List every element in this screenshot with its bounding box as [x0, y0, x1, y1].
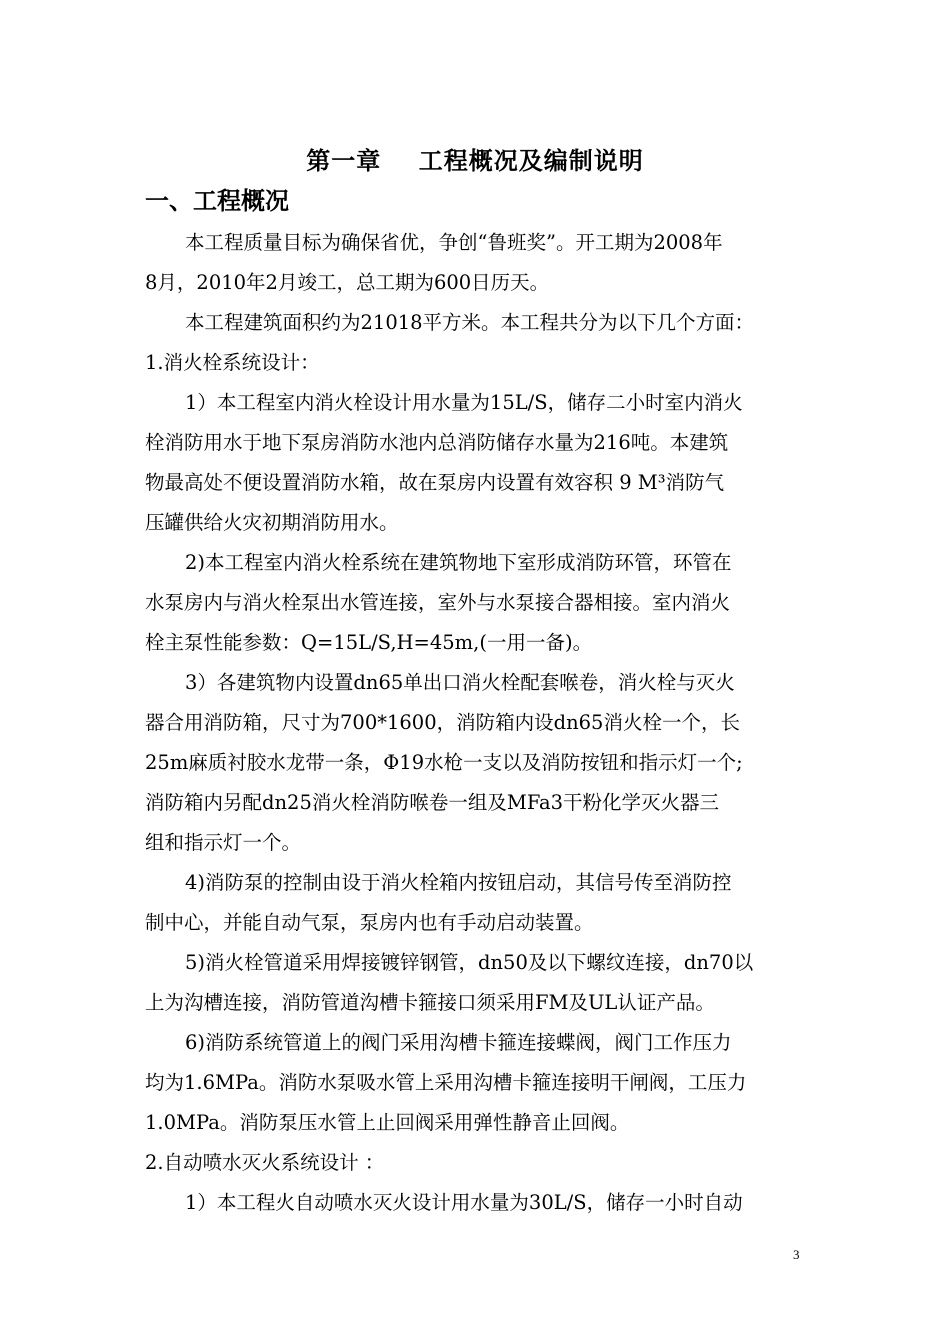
paragraph-line: 1）本工程火自动喷水灭火设计用水量为30L/S，储存一小时自动 [185, 1191, 743, 1214]
paragraph-line: 1.0MPa。消防泵压水管上止回阀采用弹性静音止回阀。 [145, 1111, 630, 1134]
paragraph-line: 6)消防系统管道上的阀门采用沟槽卡箍连接蝶阀，阀门工作压力 [185, 1031, 732, 1054]
paragraph-line: 4)消防泵的控制由设于消火栓箱内按钮启动，其信号传至消防控 [185, 871, 732, 894]
paragraph-line: 器合用消防箱，尺寸为700*1600，消防箱内设dn65消火栓一个，长 [145, 711, 740, 734]
list-item-heading: 2.自动喷水灭火系统设计 ： [145, 1151, 385, 1174]
paragraph-line: 消防箱内另配dn25消火栓消防喉卷一组及MFa3干粉化学灭火器三 [145, 791, 720, 814]
chapter-title: 第一章 工程概况及编制说明 [306, 146, 644, 175]
paragraph-line: 1）本工程室内消火栓设计用水量为15L/S，储存二小时室内消火 [185, 391, 743, 414]
paragraph-line: 压罐供给火灾初期消防用水。 [145, 511, 399, 534]
paragraph-line: 本工程建筑面积约为21018平方米。本工程共分为以下几个方面： [185, 311, 755, 334]
paragraph-line: 本工程质量目标为确保省优，争创“鲁班奖”。开工期为2008年 [185, 231, 723, 254]
paragraph-line: 制中心，并能自动气泵，泵房内也有手动启动装置。 [145, 911, 594, 934]
paragraph-line: 2)本工程室内消火栓系统在建筑物地下室形成消防环管，环管在 [185, 551, 732, 574]
paragraph-line: 8月，2010年2月竣工，总工期为600日历天。 [145, 271, 550, 294]
paragraph-line: 栓消防用水于地下泵房消防水池内总消防储存水量为216吨。本建筑 [145, 431, 729, 454]
paragraph-line: 25m麻质衬胶水龙带一条，Φ19水枪一支以及消防按钮和指示灯一个; [145, 751, 743, 774]
paragraph-line: 组和指示灯一个。 [145, 831, 302, 854]
page-number: 3 [793, 1247, 800, 1262]
paragraph-line: 上为沟槽连接，消防管道沟槽卡箍接口须采用FM及UL认证产品。 [145, 991, 715, 1014]
paragraph-line: 3）各建筑物内设置dn65单出口消火栓配套喉卷，消火栓与灭火 [185, 671, 735, 694]
paragraph-line: 栓主泵性能参数：Q=15L/S,H=45m,(一用一备)。 [145, 631, 593, 654]
paragraph-line: 水泵房内与消火栓泵出水管连接，室外与水泵接合器相接。室内消火 [145, 591, 731, 614]
paragraph-line: 均为1.6MPa。消防水泵吸水管上采用沟槽卡箍连接明干闸阀，工压力 [145, 1071, 747, 1094]
section-heading: 一、工程概况 [145, 186, 289, 215]
paragraph-line: 5)消火栓管道采用焊接镀锌钢管，dn50及以下螺纹连接，dn70以 [185, 951, 754, 974]
paragraph-line: 物最高处不便设置消防水箱，故在泵房内设置有效容积 9 M³消防气 [145, 471, 725, 494]
list-item-heading: 1.消火栓系统设计： [145, 351, 320, 374]
